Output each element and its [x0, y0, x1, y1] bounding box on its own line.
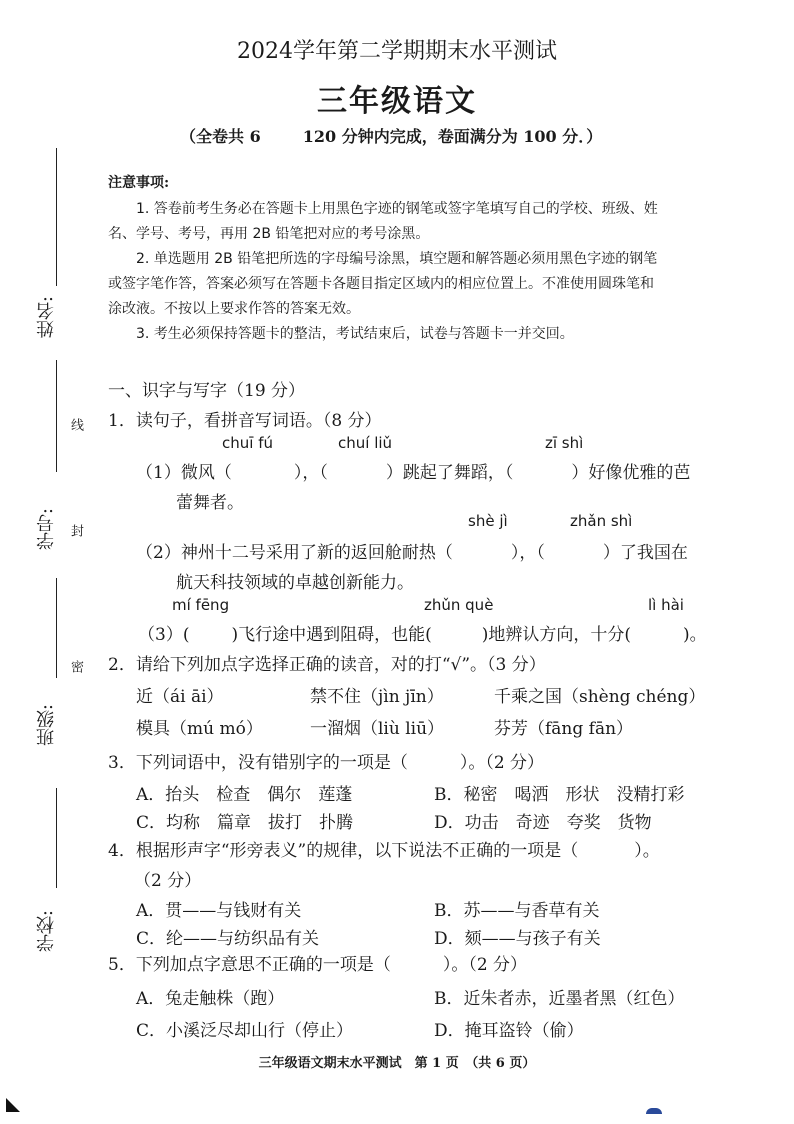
scan-artifact	[646, 1108, 662, 1114]
note-line: 名、学号、考号，再用 2B 铅笔把对应的考号涂黑。	[108, 226, 430, 242]
q3-option-c: C．均称 篇章 拔打 扑腾	[136, 813, 354, 833]
q4-text: 4．根据形声字“形旁表义”的规律，以下说法不正确的一项是（	[108, 841, 579, 861]
q2-stem	[108, 650, 546, 675]
q2-item: 近（ái āi）	[136, 687, 224, 707]
check-mark: √	[450, 655, 462, 675]
q1-pinyin: chuí liǔ	[338, 434, 393, 452]
q1-sentence-1-cont: 蕾舞者。	[176, 493, 244, 513]
q1-pinyin: mí fēng	[172, 596, 230, 614]
note-line: 1. 答卷前考生务必在答题卡上用黑色字迹的钢笔或签字笔填写自己的学校、班级、姓	[136, 201, 658, 217]
q1-pinyin: chuī fú	[222, 434, 273, 452]
class-label: 班级:	[36, 704, 57, 747]
q4-option-a: A．贯——与钱财有关	[136, 901, 302, 921]
q1-pinyin: zhǔn què	[424, 596, 494, 614]
q1-sentence-2	[136, 538, 688, 563]
q1-text: （3）(	[138, 625, 190, 645]
corner-marker	[6, 1098, 20, 1112]
q5-text: ）。（2 分）	[442, 955, 528, 975]
exam-info-right: 120 分钟内完成，卷面满分为 100 分．）	[302, 127, 603, 146]
q1-text: )地辨认方向，十分(	[481, 625, 631, 645]
name-label: 姓名:	[36, 296, 57, 339]
q5-stem	[108, 950, 527, 975]
q2-text: 2．请给下列加点字选择正确的读音，对的打“	[108, 655, 451, 675]
q1-sentence-1	[136, 458, 690, 483]
q4-score: （2 分）	[134, 871, 202, 891]
q2-item: 一溜烟（liù liū）	[310, 719, 445, 739]
q5-option-c: C．小溪泛尽却山行（停止）	[136, 1021, 354, 1041]
q3-option-a: A．抬头 检查 偶尔 莲蓬	[136, 785, 353, 805]
q5-text: 5．下列加点字意思不正确的一项是（	[108, 955, 391, 975]
q5-option-b: B．近朱者赤，近墨者黑（红色）	[434, 989, 685, 1009]
binding-line	[56, 578, 57, 678]
subject-title: 三年级语文	[317, 84, 477, 119]
page-footer: 三年级语文期末水平测试 第 1 页 （共 6 页）	[258, 1056, 536, 1071]
student-number-label: 学号:	[36, 508, 57, 551]
q2-item: 千乘之国（shèng chéng）	[494, 687, 706, 707]
q2-item: 模具（mú mó）	[136, 719, 263, 739]
seal-mark-seal: 封	[68, 524, 83, 537]
binding-line	[56, 360, 57, 472]
binding-line	[56, 148, 57, 286]
seal-mark-secret: 密	[68, 660, 83, 673]
q3-option-b: B．秘密 喝洒 形状 没精打彩	[434, 785, 685, 805]
seal-mark-line: 线	[68, 418, 83, 431]
notes-heading: 注意事项:	[108, 175, 170, 191]
school-label: 学校:	[36, 910, 57, 953]
q3-text: ）。（2 分）	[459, 753, 545, 773]
note-line: 3. 考生必须保持答题卡的整洁，考试结束后，试卷与答题卡一并交回。	[136, 326, 574, 342]
q1-text: （2）神州十二号采用了新的返回舱耐热（	[136, 543, 453, 563]
q4-option-d: D．颏——与孩子有关	[434, 929, 601, 949]
q1-text: ），（	[293, 463, 328, 483]
q1-text: )。	[682, 625, 707, 645]
q1-text: ）好像优雅的芭	[571, 463, 691, 483]
q1-sentence-2-cont: 航天科技领域的卓越创新能力。	[176, 573, 414, 593]
binding-line	[56, 788, 57, 888]
q1-sentence-3	[138, 620, 707, 645]
exam-title: 2024学年第二学期期末水平测试	[237, 39, 557, 64]
q1-text: ）跳起了舞蹈，（	[385, 463, 514, 483]
q2-item: 禁不住（jìn jīn）	[310, 687, 444, 707]
q1-pinyin: shè jì	[468, 512, 508, 530]
q4-option-b: B．苏——与香草有关	[434, 901, 600, 921]
q4-option-c: C．纶——与纺织品有关	[136, 929, 320, 949]
q5-option-d: D．掩耳盗铃（偷）	[434, 1021, 584, 1041]
note-line: 涂改液。不按以上要求作答的答案无效。	[108, 301, 360, 317]
exam-info-left: （全卷共 6	[180, 127, 261, 146]
q1-pinyin: zhǎn shì	[570, 512, 633, 530]
q4-stem	[108, 836, 660, 861]
note-line: 2. 单选题用 2B 铅笔把所选的字母编号涂黑，填空题和解答题必须用黑色字迹的钢笔	[136, 251, 658, 267]
q3-stem	[108, 748, 544, 773]
q1-text: （1）微风（	[136, 463, 232, 483]
q2-text: ”。（3 分）	[461, 655, 546, 675]
note-line: 或签字笔作答，答案必须写在答题卡各题目指定区域内的相应位置上。不准使用圆珠笔和	[108, 276, 654, 292]
q1-pinyin: lì hài	[648, 596, 684, 614]
section-title: 一、识字与写字（19 分）	[108, 381, 306, 401]
q1-text: ）了我国在	[602, 543, 688, 563]
q1-text: )飞行途中遇到阻碍，也能(	[231, 625, 432, 645]
q1-pinyin: zī shì	[545, 434, 584, 452]
q4-text: ）。	[634, 841, 660, 861]
exam-info	[180, 124, 602, 147]
q3-option-d: D．功击 奇迹 夸奖 货物	[434, 813, 652, 833]
q1-stem: 1．读句子，看拼音写词语。（8 分）	[108, 411, 382, 431]
q3-text: 3．下列词语中，没有错别字的一项是（	[108, 753, 408, 773]
q2-item: 芬芳（fāng fān）	[494, 719, 634, 739]
q5-option-a: A．兔走触株（跑）	[136, 989, 285, 1009]
q1-text: ），（	[510, 543, 545, 563]
